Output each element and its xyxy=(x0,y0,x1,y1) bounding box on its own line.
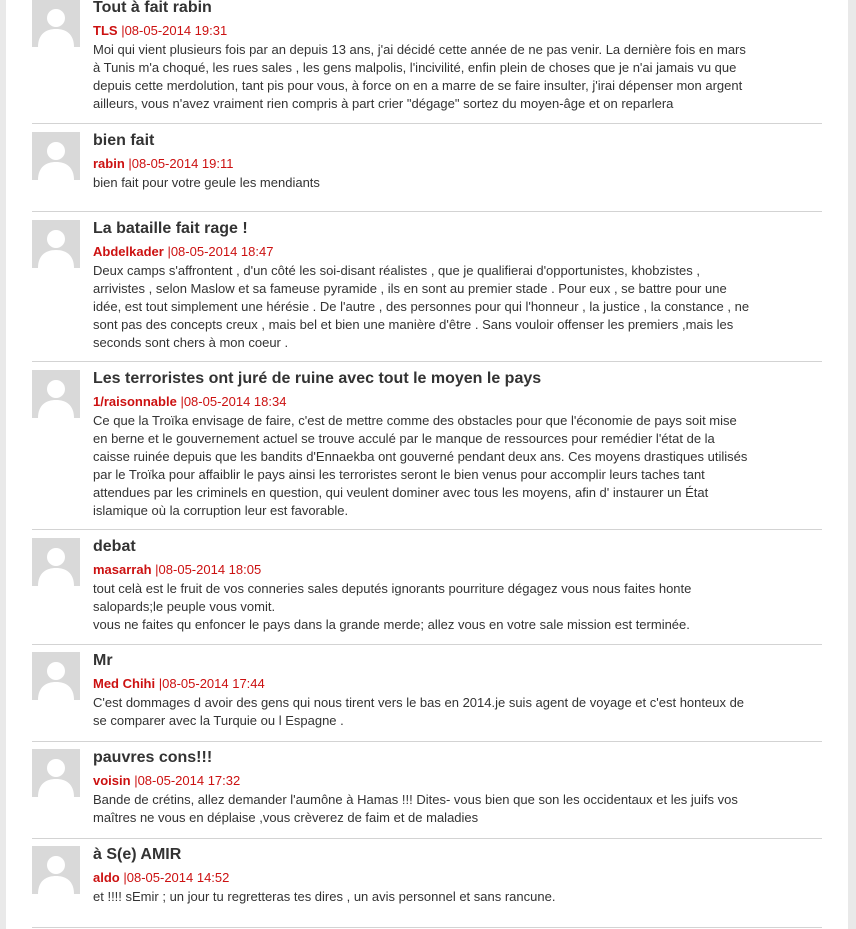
comment-text-line: vous ne faites qu enfoncer le pays dans la grande merde; allez vous en votre sale mission est terminée. xyxy=(93,617,690,632)
comment-date: |08-05-2014 19:11 xyxy=(128,156,234,171)
comments-panel xyxy=(6,0,848,929)
default-avatar-icon xyxy=(32,220,80,268)
comment-body xyxy=(93,846,808,906)
comment-item xyxy=(32,846,822,928)
comment-item xyxy=(32,370,822,530)
comment-author[interactable]: Abdelkader xyxy=(93,244,164,259)
comment-date: |08-05-2014 18:47 xyxy=(167,244,274,259)
comment-meta xyxy=(93,23,808,39)
comment-text-line: attendues par les criminels en question, qui veulent dominer avec tous les moyens, afin d' instaurer un État xyxy=(93,485,709,500)
comment-author[interactable]: Med Chihi xyxy=(93,676,156,691)
comment-text-line: caisse ruinée depuis que les bandits d'Ennaekba ont gouverné pendant deux ans. Ces moyens drastiques utilisés xyxy=(93,449,748,464)
comment-body xyxy=(93,0,808,113)
default-avatar-icon xyxy=(32,0,80,47)
comment-author[interactable]: masarrah xyxy=(93,562,152,577)
comment-author[interactable]: TLS xyxy=(93,23,118,38)
comment-item xyxy=(32,220,822,362)
comment-item xyxy=(32,538,822,645)
default-avatar-icon xyxy=(32,652,80,700)
comment-text xyxy=(93,41,808,113)
default-avatar-icon xyxy=(32,370,80,418)
comment-title: debat xyxy=(93,538,136,555)
comment-text-line: sont pas des concepts creux , mais bel et bien une manière d'être . Sans vouloir offenser les premiers ,mais les xyxy=(93,317,734,332)
comment-text-line: Moi qui vient plusieurs fois par an depuis 13 ans, j'ai décidé cette année de ne pas venir. La dernière fois en mars xyxy=(93,42,746,57)
comment-text-line: et !!!! sEmir ; un jour tu regretteras tes dires , un avis personnel et sans rancune. xyxy=(93,889,556,904)
comment-date: |08-05-2014 18:05 xyxy=(155,562,262,577)
comment-date: |08-05-2014 18:34 xyxy=(180,394,287,409)
comment-title: pauvres cons!!! xyxy=(93,749,213,766)
comment-text-line: se comparer avec la Turquie ou l Espagne . xyxy=(93,713,344,728)
comment-item xyxy=(32,749,822,839)
comment-text xyxy=(93,174,808,192)
comment-date: |08-05-2014 14:52 xyxy=(123,870,230,885)
comment-author[interactable]: 1/raisonnable xyxy=(93,394,177,409)
comment-text xyxy=(93,791,808,827)
default-avatar-icon xyxy=(32,538,80,586)
comment-text-line: seconds sont chers à mon coeur . xyxy=(93,335,289,350)
comment-author[interactable]: voisin xyxy=(93,773,131,788)
comment-date: |08-05-2014 17:44 xyxy=(158,676,265,691)
comment-date: |08-05-2014 19:31 xyxy=(121,23,228,38)
comment-title: Tout à fait rabin xyxy=(93,0,212,16)
comment-title: à S(e) AMIR xyxy=(93,846,182,863)
comment-body xyxy=(93,652,808,730)
comment-text-line: par le Troïka pour affaiblir le pays ainsi les terroristes seront le bien venus pour accomplir leurs taches tant xyxy=(93,467,705,482)
comment-title: Mr xyxy=(93,652,113,669)
comment-meta xyxy=(93,773,808,789)
comment-text-line: Deux camps s'affrontent , d'un côté les soi-disant réalistes , que je qualifierai d'opportunistes, khobzistes , xyxy=(93,263,700,278)
comment-text xyxy=(93,888,808,906)
comment-text xyxy=(93,412,808,520)
comment-text-line: bien fait pour votre geule les mendiants xyxy=(93,175,320,190)
comment-title: Les terroristes ont juré de ruine avec tout le moyen le pays xyxy=(93,370,542,387)
comment-text-line: C'est dommages d avoir des gens qui nous tirent vers le bas en 2014.je suis agent de voyage et c'est honteux de xyxy=(93,695,745,710)
comment-text xyxy=(93,580,808,634)
comment-text-line: maîtres ne vous en déplaise ,vous crèverez de faim et de maladies xyxy=(93,810,479,825)
comment-body xyxy=(93,132,808,192)
comment-body xyxy=(93,220,808,352)
comment-body xyxy=(93,538,808,634)
default-avatar-icon xyxy=(32,749,80,797)
comment-date: |08-05-2014 17:32 xyxy=(134,773,241,788)
comment-item xyxy=(32,0,822,124)
comment-text-line: ailleurs, vous n'avez vraiment rien compris à part crier "dégage" sortez du moyen-âge et on reparlera xyxy=(93,96,674,111)
comment-text-line: salopards;le peuple vous vomit. xyxy=(93,599,276,614)
comment-text-line: depuis cette merdolution, tant pis pour vous, à force on en a marre de se faire insulter, j'irai dépenser mon argent xyxy=(93,78,743,93)
comment-text-line: en berne et le gouvernement actuel se trouve acculé par le manque de ressources pour remédier l'état de la xyxy=(93,431,715,446)
comment-text-line: islamique où la corruption leur est favorable. xyxy=(93,503,349,518)
comment-meta xyxy=(93,394,808,410)
comment-meta xyxy=(93,156,808,172)
comment-body xyxy=(93,370,808,520)
comment-author[interactable]: rabin xyxy=(93,156,125,171)
comment-item xyxy=(32,652,822,742)
comment-title: La bataille fait rage ! xyxy=(93,220,248,237)
comment-text xyxy=(93,694,808,730)
default-avatar-icon xyxy=(32,132,80,180)
comment-author[interactable]: aldo xyxy=(93,870,120,885)
comment-text-line: Bande de crétins, allez demander l'aumône à Hamas !!! Dites- vous bien que son les occidentaux et les juifs vos xyxy=(93,792,738,807)
comment-meta xyxy=(93,870,808,886)
comment-text-line: à Tunis m'a choqué, les rues sales , les gens malpolis, l'incivilité, enfin plein de choses que je n'ai jamais vu que xyxy=(93,60,737,75)
comment-body xyxy=(93,749,808,827)
comment-text-line: idée, est tout simplement une hérésie . De l'autre , des personnes pour qui l'honneur , la justice , la constance , ne xyxy=(93,299,750,314)
comment-text-line: arrivistes , selon Maslow et sa fameuse pyramide , ils en sont au premier stade . Pour eux , se battre pour une xyxy=(93,281,727,296)
comment-text-line: Ce que la Troïka envisage de faire, c'est de mettre comme des obstacles pour que l'économie de pays soit mise xyxy=(93,413,737,428)
comment-title: bien fait xyxy=(93,132,155,149)
comment-text xyxy=(93,262,808,352)
comment-meta xyxy=(93,676,808,692)
comment-meta xyxy=(93,562,808,578)
comment-meta xyxy=(93,244,808,260)
comment-text-line: tout celà est le fruit de vos conneries sales deputés ignorants pourriture dégagez vous nous faites honte xyxy=(93,581,692,596)
comment-item xyxy=(32,132,822,212)
default-avatar-icon xyxy=(32,846,80,894)
